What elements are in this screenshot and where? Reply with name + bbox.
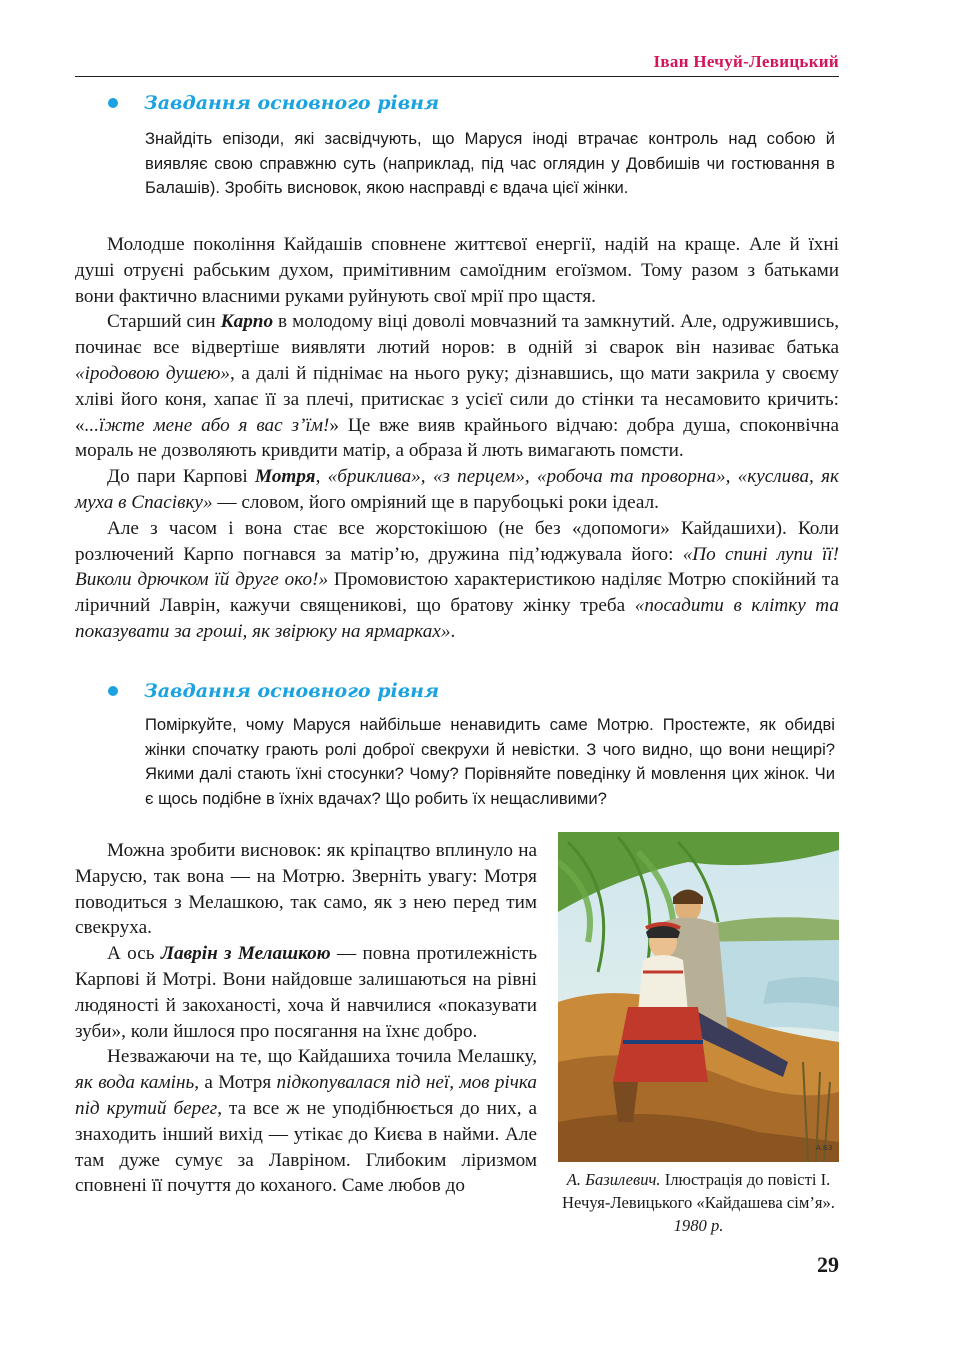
bullet-icon <box>108 686 118 696</box>
task-heading-1 <box>108 92 439 114</box>
paragraph-2: Старший син Карпо в молодому віці доволі мовчазний та замкнутий. Але, одружившись, починає все відвертіше виявляти лютий норов: в одній зі сварок він називає батька «іродовою душею», а далі й піднімає на нього руку; дізнавшись, що мати закрила у своєму хліві його коня, хапає її за плечі, притискає з усієї сили до стінки та несамовито кричить: «...їжте мене або я вас з’їм!» Це вже вияв крайнього відчаю: добра душа, споконвічна мораль не дозволяють кривдити матір, а образа й лють вимагають помсти. <box>75 311 840 462</box>
paragraph-6: А ось Лаврін з Мелашкою — повна протилежність Карпові й Мотрі. Вони найдовше залишаються на рівні людяності й закоханості, хоча й навчилися «показувати зуби», коли йшлося про посягання на їхнє добро. <box>75 943 537 1042</box>
column-text-block <box>75 838 537 1199</box>
name-motria: Мотря <box>255 466 316 488</box>
bullet-icon <box>108 98 118 108</box>
paragraph-5: Можна зробити висновок: як кріпацтво вплинуло на Марусю, так вона — на Мотрю. Зверніть увагу: Мотря поводиться з Мелашкою, так само, як з нею перед тим свекруха. <box>75 840 537 939</box>
task-title-2: Завдання основного рівня <box>144 680 440 702</box>
caption-year: 1980 р. <box>673 1216 724 1235</box>
task-heading-2 <box>108 680 439 702</box>
illustration <box>558 832 839 1162</box>
paragraph-4: Але з часом і вона стає все жорстокішою (не без «допомоги» Кайдашихи). Коли розлючений Карпо погнався за матір’ю, дружина під’юджувала його: «По спині лупи її! Виколи дрючком їй друге око!» Промовистою характеристикою наділяє Мотрю спокійний та ліричний Лаврін, кажучи священикові, що братову жінку треба «посадити в клітку та показувати за гроші, як звірюку на ярмарках». <box>75 517 839 642</box>
paragraph-7: Незважаючи на те, що Кайдашиха точила Мелашку, як вода камінь, а Мотря підкопувалася під неї, мов річка під крутий берег, та все ж не уподібнюється до них, а знаходить інший вихід — утікає до Києва в найми. Але там дуже сумує за Лавріном. Глибоким ліризмом сповнені її почуття до коханого. Саме любов до <box>75 1046 538 1197</box>
task-text-2: Поміркуйте, чому Маруся найбільше ненавидить саме Мотрю. Простежте, як обидві жінки спочатку грають ролі доброї свекрухи й невістки. З чого видно, що вони нещирі? Якими далі стають їхні стосунки? Чому? Порівняйте поведінку й мовлення цих жінок. Чи є щось подібне в їхніх вдачах? Що робить їх нещасливими? <box>145 715 835 808</box>
caption-author: А. Базилевич. <box>566 1170 661 1189</box>
name-lavrin-melashka: Лаврін з Мелашкою <box>160 943 331 965</box>
task-title-1: Завдання основного рівня <box>144 92 440 114</box>
page-number: 29 <box>817 1252 839 1277</box>
name-karpo: Карпо <box>220 311 274 333</box>
illustration-caption: А. Базилевич. Ілюстрація до повісті І. Нечуя-Левицького «Кайдашева сім’я». 1980 р. <box>562 1170 835 1235</box>
task-text-1: Знайдіть епізоди, які засвідчують, що Маруся іноді втрачає контроль над собою й виявляє свою справжню суть (наприклад, під час оглядин у Довбишів чи гостювання в Балашів). Зробіть висновок, якою насправді є вдача цієї жінки. <box>145 129 835 197</box>
svg-text:А.БЗ: А.БЗ <box>816 1144 833 1152</box>
header-rule <box>75 76 839 77</box>
running-header: Іван Нечуй-Левицький <box>653 52 839 71</box>
main-text-block <box>75 232 839 645</box>
paragraph-3: До пари Карпові Мотря, «бриклива», «з перцем», «робоча та проворна», «куслива, як муха в Спасівку» — словом, його омріяний ще в парубоцькі роки ідеал. <box>75 466 839 513</box>
paragraph-1: Молодше покоління Кайдашів сповнене життєвої енергії, надій на краще. Але й їхні душі отруєні рабським духом, примітивним самоїдним егоїзмом. Тому разом з батьками вони фактично власними руками руйнують свої мрії про щастя. <box>75 234 839 307</box>
